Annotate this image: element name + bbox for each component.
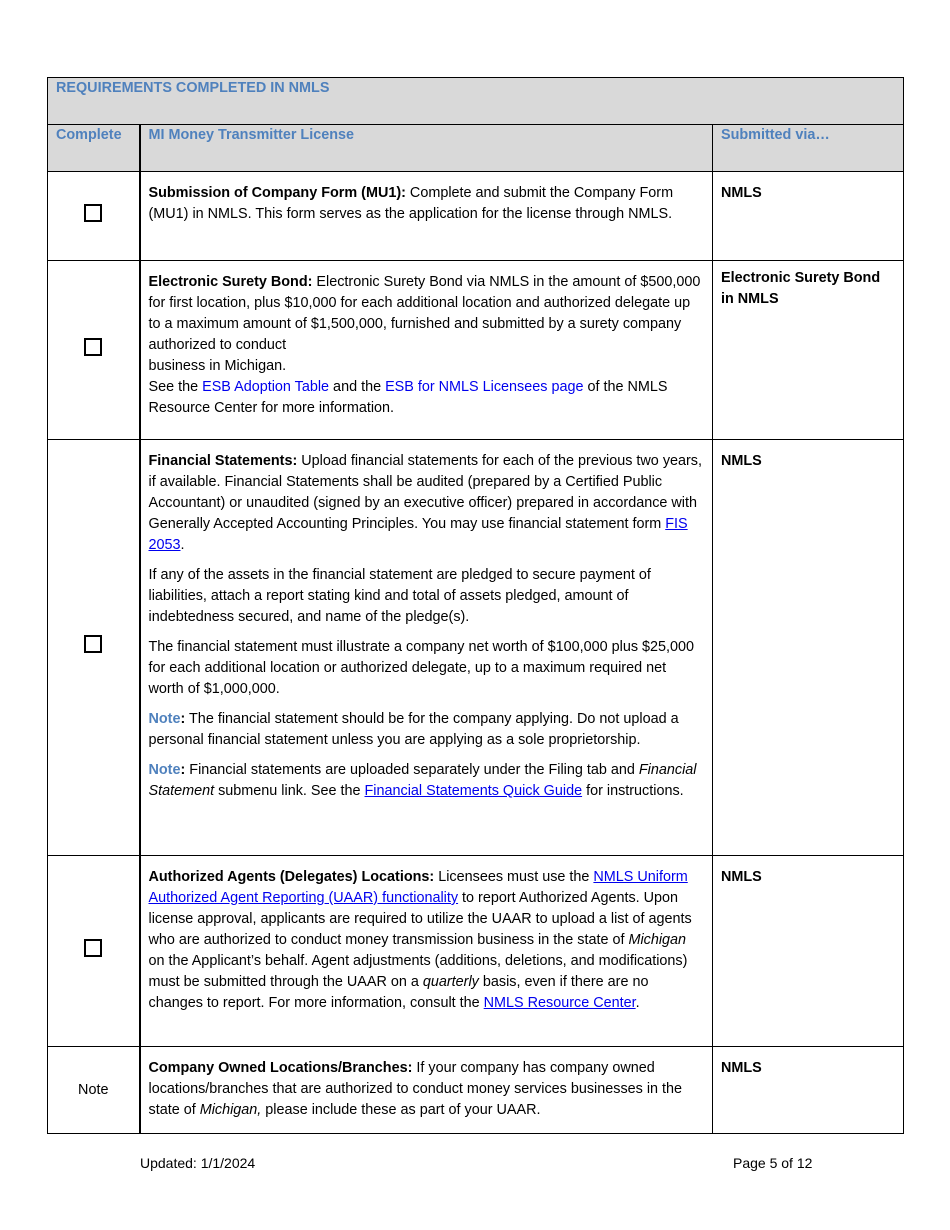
period: . [180, 537, 185, 553]
submitted-via-cell: NMLS [713, 172, 904, 261]
checkbox[interactable] [84, 204, 102, 222]
requirement-heading: Authorized Agents (Delegates) Locations: [148, 869, 435, 885]
table-row [48, 1047, 904, 1134]
note-colon: : [180, 762, 186, 778]
submitted-via-cell: NMLS [713, 440, 904, 856]
complete-cell [48, 440, 140, 856]
footer-page-number: Page 5 of 12 [733, 1155, 813, 1171]
requirement-cell [140, 261, 713, 440]
requirement-text: Electronic Surety Bond via NMLS in the amount of $500,000 for first location, plus $10,000 for each additional location and authorized delegate up to a maximum amount of $1,500,000, furnished and submitted by a surety company authorized to conduct [148, 274, 701, 353]
footer-updated: Updated: 1/1/2024 [140, 1155, 256, 1171]
esb-licensees-page-link[interactable]: ESB for NMLS Licensees page [385, 379, 584, 395]
fis-2053-link[interactable]: FIS 2053 [148, 516, 688, 553]
requirement-cell [140, 172, 713, 261]
submitted-line-2: in NMLS [721, 291, 779, 307]
requirement-heading: Financial Statements: [148, 453, 298, 469]
note-text: for instructions. [582, 783, 684, 799]
table-title-row [48, 78, 904, 125]
requirement-text: please include these as part of your UAAR. [261, 1102, 541, 1118]
submitted-via-cell [713, 261, 904, 440]
requirement-text: Licensees must use the [434, 869, 594, 885]
table-row [48, 440, 904, 856]
requirement-text: If your company has company owned locations/branches that are authorized to conduct money services businesses in the state of [148, 1060, 683, 1118]
complete-cell [48, 172, 140, 261]
italic-text: quarterly [422, 974, 479, 990]
requirement-cell [140, 440, 713, 856]
col-header-complete: Complete [48, 125, 140, 172]
requirement-heading: Electronic Surety Bond: [148, 274, 313, 290]
pledged-assets-paragraph: If any of the assets in the financial statement are pledged to secure payment of liabilities, attach a report stating kind and total of assets pledged, amount of indebtedness secured, and name of the pledge(s). [148, 567, 651, 625]
col-header-license: MI Money Transmitter License [140, 125, 713, 172]
requirement-heading: Submission of Company Form (MU1): [148, 185, 406, 201]
table-row [48, 172, 904, 261]
period: . [635, 995, 640, 1011]
checkbox[interactable] [84, 338, 102, 356]
requirement-text: basis, even if there are no changes to report. For more information, consult the [148, 974, 649, 1011]
net-worth-paragraph: The financial statement must illustrate a company net worth of $100,000 plus $25,000 for each additional location or authorized delegate, up to a maximum required net worth of $1,000,000. [148, 639, 695, 697]
complete-cell [48, 856, 140, 1047]
italic-text: Michigan [628, 932, 687, 948]
nmls-resource-center-link[interactable]: NMLS Resource Center [483, 995, 636, 1011]
requirement-cell [140, 856, 713, 1047]
note-text: Financial statements are uploaded separately under the Filing tab and [185, 762, 639, 778]
complete-note-label: Note [48, 1047, 140, 1134]
italic-text: Michigan, [199, 1102, 262, 1118]
requirement-text: on the Applicant’s behalf. Agent adjustments (additions, deletions, and modifications) must be submitted through the UAAR on a [148, 953, 688, 990]
note-label: Note [148, 711, 181, 727]
complete-cell [48, 261, 140, 440]
see-suffix: of the NMLS Resource Center for more information. [148, 379, 668, 416]
note-text: submenu link. See the [214, 783, 365, 799]
col-header-submitted: Submitted via… [713, 125, 904, 172]
table-row [48, 856, 904, 1047]
column-header-row [48, 125, 904, 172]
and-text: and the [329, 379, 386, 395]
note-italic: Financial Statement [148, 762, 697, 799]
table-row [48, 261, 904, 440]
submitted-line-1: Electronic Surety Bond [721, 270, 881, 286]
requirement-text-2: business in Michigan. [148, 358, 287, 374]
esb-adoption-table-link[interactable]: ESB Adoption Table [202, 379, 330, 395]
requirement-cell [140, 1047, 713, 1134]
requirement-text: to report Authorized Agents. Upon license approval, applicants are required to utilize the UAAR to upload a list of agents who are authorized to conduct money transmission business in the state of [148, 890, 692, 948]
table-title: REQUIREMENTS COMPLETED IN NMLS [48, 78, 904, 125]
requirement-heading: Company Owned Locations/Branches: [148, 1060, 413, 1076]
checkbox[interactable] [84, 635, 102, 653]
note-label: Note [148, 762, 181, 778]
financial-statements-quick-guide-link[interactable]: Financial Statements Quick Guide [364, 783, 583, 799]
requirement-text: Complete and submit the Company Form (MU1) in NMLS. This form serves as the application for the license through NMLS. [148, 185, 674, 222]
note-text: The financial statement should be for the company applying. Do not upload a personal financial statement unless you are applying as a sole proprietorship. [148, 711, 679, 748]
submitted-via-cell: NMLS [713, 856, 904, 1047]
uaar-functionality-link[interactable]: NMLS Uniform Authorized Agent Reporting (UAAR) functionality [148, 869, 688, 906]
checkbox[interactable] [84, 939, 102, 957]
note-colon: : [180, 711, 186, 727]
requirement-text: Upload financial statements for each of the previous two years, if available. Financial Statements shall be audited (prepared by a Certified Public Accountant) or unaudited (signed by an executive officer) prepared in accordance with Generally Accepted Accounting Principles. You may use financial statement form [148, 453, 703, 532]
submitted-via-cell: NMLS [713, 1047, 904, 1134]
requirements-table [47, 77, 904, 1134]
see-prefix: See the [148, 379, 203, 395]
